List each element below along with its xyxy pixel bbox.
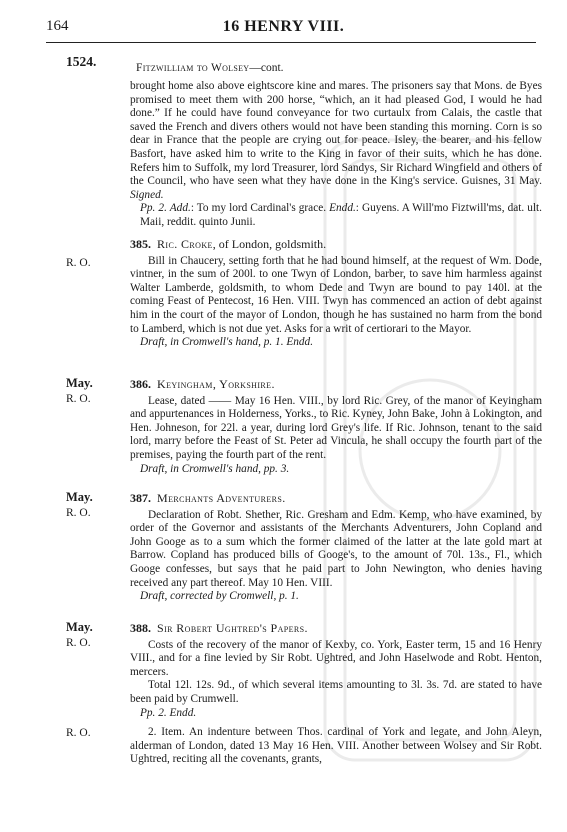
continuation-heading xyxy=(136,62,284,74)
page-number: 164 xyxy=(46,18,69,34)
entry-body: Lease, dated —— May 16 Hen. VIII., by lord Ric. Grey, of the manor of Keyingham and appurtenances in Holderness, Yorks., to Ric. Kyney, John Bake, John à Lokington, and Hen. Johneson, for 22l. a year, during lord Grey's life. If Ric. Johnson, tenant to the said lord, marry before the Feast of St. Peter ad Vincula, he shall occupy the fourth part of the premises, paying the fourth part of the rent. xyxy=(130,394,542,461)
entry-title xyxy=(130,492,542,506)
entry-note: Pp. 2. Endd. xyxy=(140,706,197,719)
entry-386 xyxy=(130,378,542,476)
margin-date xyxy=(66,620,93,635)
entry-date: May. xyxy=(66,376,93,390)
margin-source: R. O. xyxy=(66,637,91,649)
year-label: 1524. xyxy=(66,54,97,69)
entry-title xyxy=(130,238,542,252)
note-add: Add. xyxy=(169,202,191,215)
note-endd: Endd. xyxy=(329,202,356,215)
entry-title-name: Sir Robert Ughtred's Papers. xyxy=(157,621,308,635)
entry-date: May. xyxy=(66,490,93,504)
margin-source: R. O. xyxy=(66,507,91,519)
entry-title xyxy=(130,378,542,392)
entry-body: Declaration of Robt. Shether, Ric. Gresham and Edm. Kemp, who have examined, by order of the Governor and assistants of the Merchants Adventurers, John Copland and John Googe as to a sum which the former claimed of the latter at the late gold mart at Barrow. Copland has produced bills of Googe's, to the amount of 70l. 13s., Fl., which Googe confesses, but says that he paid part to John Newington, who denies having received any part thereof. May 10 Hen. VIII. xyxy=(130,508,542,589)
entry-number: 387. xyxy=(130,491,151,505)
intro-text: brought home also above eightscore kine and mares. The prisoners say that Mons. de Byes promised to meet them with 200 horse, “which, an it had pleased God, I would he had done.” If he could have found conveyance for two curtaulx from Calais, the castle that saved the French and divers others would not have been standing this morning. Corn is so dear in France that the people are crying out for peace. Isley, the bearer, and his fellow Basfort, have asked him to write to the King in favor of their suits, which he has done. Refers him to Suffolk, my lord Treasurer, lord Sandys, Sir Richard Wingfield and others of the Council, who have seen what they have done in the King's service. Guisnes, 31 May. xyxy=(130,80,542,188)
entry-title-name: Ric. Croke xyxy=(157,237,213,251)
entry-note: Draft, in Cromwell's hand, p. 1. Endd. xyxy=(140,336,314,349)
intro-block xyxy=(130,80,542,230)
entry-388 xyxy=(130,622,542,767)
margin-date xyxy=(66,376,93,391)
entry-note: Draft, corrected by Cromwell, p. 1. xyxy=(140,590,299,603)
header-rule xyxy=(46,42,536,43)
margin-source: R. O. xyxy=(66,257,91,269)
entry-387 xyxy=(130,492,542,604)
entry-title-name: Merchants Adventurers. xyxy=(157,491,286,505)
note-add-text: : To my lord Cardinal's grace. xyxy=(190,202,327,215)
intro-paragraph xyxy=(130,80,542,202)
intro-note xyxy=(130,202,542,229)
entry-item-2: 2. Item. An indenture between Thos. cardinal of York and legate, and John Aleyn, alderman of London, dated 13 May 16 Hen. VIII. Another between Wolsey and Sir Robt. Ughtred, reciting all the covenants, grants, xyxy=(130,726,542,766)
note-pp: Pp. 2. xyxy=(140,202,167,215)
intro-signed: Signed. xyxy=(130,188,164,201)
entry-385 xyxy=(130,238,542,350)
running-title: 16 HENRY VIII. xyxy=(222,18,345,35)
entry-date: May. xyxy=(66,620,93,634)
entry-body-total: Total 12l. 12s. 9d., of which several items amounting to 3l. 3s. 7d. are stated to have been paid by Crumwell. xyxy=(130,679,542,705)
entry-body: Costs of the recovery of the manor of Kexby, co. York, Easter term, 15 and 16 Henry VIII., and for a fine levied by Sir Robt. Ughtred, and John Haselwode and Robt. Henton, mercers. xyxy=(130,638,542,678)
entry-body: Bill in Chaucery, setting forth that he had bound himself, at the request of Wm. Dode, vintner, in the sum of 200l. to one Twyn of London, barber, to save him harmless against Walter Lamberde, goldsmith, to whom Dede and Twyn are bound to pay 140l. at the coming Feast of Pentecost, 16 Hen. VIII. Twyn has commenced an action of debt against him in the court of the mayor of London, though he has sustained no harm from the bond to Lamberd, which is not due yet. Asks for a writ of certiorari to the Mayor. xyxy=(130,254,542,335)
entry-number: 388. xyxy=(130,621,151,635)
entry-number: 386. xyxy=(130,377,151,391)
entry-note: Draft, in Cromwell's hand, pp. 3. xyxy=(140,462,290,475)
page-header xyxy=(0,18,567,40)
margin-source: R. O. xyxy=(66,393,91,405)
margin-date xyxy=(66,490,93,505)
entry-number: 385. xyxy=(130,237,151,251)
continuation-suffix: —cont. xyxy=(249,62,284,74)
margin-source-2: R. O. xyxy=(66,727,91,739)
continuation-title: Fitzwilliam to Wolsey xyxy=(136,62,250,74)
entry-title-rest: , of London, goldsmith. xyxy=(212,237,327,251)
entry-title-name: Keyingham, Yorkshire. xyxy=(157,377,275,391)
note-endd-text: : Guyens. A Will'mo Fiztwill'ms, dat. ult. Maii, reddit. quinto Junii. xyxy=(140,202,543,228)
entry-title xyxy=(130,622,542,636)
